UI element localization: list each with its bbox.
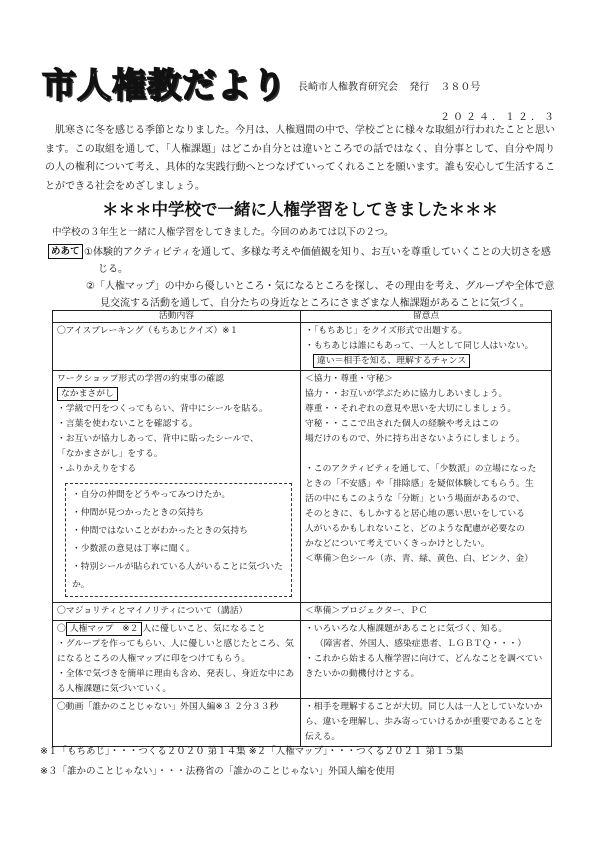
map-name-box: 人権マップ ※２: [66, 622, 143, 636]
issuer-line: [298, 78, 488, 93]
aim-item: ②「人権マップ」の中から優しいところ・気になるところを探し、その理由を考え、グループや全体で意 見交流する活動を通して、自分たちの身近なところにさまざまな人権課題があることに気づく。: [86, 281, 555, 309]
table-header-row: [53, 311, 552, 323]
table-row: [53, 323, 552, 371]
masthead: [42, 58, 287, 107]
header-notes: 留意点: [301, 311, 552, 323]
table-row: [53, 621, 552, 699]
activity-name-box: なかまさがし: [57, 387, 118, 401]
intro-paragraph: 肌寒さに冬を感じる季節となりました。今月は、人権週間の中で、学校ごとに様々な取組が行われたことと思います。この取組を通して、「人権課題」はどこか自分とは違いところでの話ではなく、自分事として、自分や周りの人の権利について考え、具体的な実践行動へとつなげていってくれることを願います。誰も安心して生活することができる社会をめざしましょう。: [45, 125, 555, 192]
activity-cell: 〇動画「誰かのことじゃない」外国人編※３ ２分３３秒: [53, 699, 301, 747]
notes-cell: ・「もちあじ」をクイズ形式で出題する。 ・もちあじは誰にもあって、一人として同じ人はいない。 違い＝相手を知る、理解するチャンス: [301, 323, 552, 371]
publisher: 長崎市人権教育研究会: [298, 82, 398, 93]
issue-number: ３８０号: [440, 82, 481, 93]
header-activity: 活動内容: [53, 311, 301, 323]
issue-label: 発行: [409, 82, 430, 93]
table-row: [53, 603, 552, 621]
footnote: ※３「誰かのことじゃない」・・・法務省の「誰かのことじゃない」外国人編を使用: [40, 766, 395, 777]
newsletter-title: 市人権教だより: [42, 66, 287, 106]
issue-date: ２０２４．１２．３: [440, 112, 557, 123]
highlight-box: 違い＝相手を知る、理解するチャンス: [313, 354, 470, 368]
reflection-box: ・自分の仲間をどうやってみつけたか。 ・仲間が見つかったときの気持ち ・仲間ではないことがわかったときの気持ち ・少数派の意見は丁寧に聞く。 ・特別シールが貼られている人がいることに気づいたか。: [65, 483, 292, 597]
activity-table: [52, 310, 552, 747]
aim-item: ①体験的アクティビティを通して、多様な考えや価値観を知り、お互いを尊重していくことの大切さを感 じる。: [84, 247, 551, 275]
table-row: [53, 371, 552, 603]
table-row: [53, 699, 552, 747]
lead-text: 中学校の３年生と一緒に人権学習をしてきました。今回のめあては以下の２つ。: [52, 227, 394, 238]
activity-cell: 〇マジョリティとマイノリティについて（講話）: [53, 603, 301, 621]
notes-cell: ・相手を理解することが大切。同じ人は一人としていないから、違いを理解し、歩み寄っていけるかが重要であることを伝える。: [301, 699, 552, 747]
notes-cell: ＜準備＞プロジェクター、ＰＣ: [301, 603, 552, 621]
activity-cell: ワークショップ形式の学習の約束事の確認 なかまさがし ・学級で円をつくってもらい、背中にシールを貼る。 ・言葉を使わないことを確認する。 ・お互いが協力しあって、背中に貼ったシールで、 「なかまさがし」をする。 ・ふりかえりをする ・自分の仲間をどうやってみつけたか。 ・仲間が見つかったときの気持ち ・仲間ではないことがわかったときの気持ち ・少数派の意見は丁寧に聞く。 ・特別シールが貼られている人がいることに気づいたか。: [53, 371, 301, 603]
activity-cell: 〇 人権マップ ※２ 人に優しいこと、気になること ・グループを作ってもらい、人に優しいと感じたところ、気になるところの人権マップに印をつけてもらう。 ・全体で気づきを簡単に理由も含め、発表し、身近な中にある人権課題に気づいていく。: [53, 621, 301, 699]
aims-label: めあて: [48, 244, 83, 259]
notes-cell: ＜協力・尊重・守秘＞ 協力・・お互いが学ぶために協力しあいましょう。 尊重・・それぞれの意見や思いを大切にしましょう。 守秘・・ここで出された個人の経験や考えはこの 場だけのもので、外に持ち出さないようにしましょう。 ・このアクティビティを通して、「少数派」の立場になった ときの「不安感」や「排除感」を疑似体験してもらう。生 活の中にもこのような「分断」という場面があるので、 そのときに、もしかすると居心地の悪い思いをしている 人がいるかもしれないこと、どのような配慮が必要なの かなどについて考えていくきっかけとしたい。 ＜準備＞色シール（赤、青、緑、黄色、白、ピンク、金）: [301, 371, 552, 603]
footnotes: [40, 742, 464, 782]
article-headline: ＊＊＊中学校で一緒に人権学習をしてきました＊＊＊: [102, 200, 498, 219]
notes-cell: ・いろいろな人権課題があることに気づく、知る。 （障害者、外国人、感染症患者、ＬＧＢＴＱ・・・） ・これから始まる人権学習に向けて、どんなことを調べていきたいかの動機付けとする。: [301, 621, 552, 699]
footnote: ※１「もちあじ」・・・つくる２０２０ 第１４集 ※２「人権マップ」・・・つくる２０２１ 第１５集: [40, 746, 464, 757]
activity-cell: 〇アイスブレーキング（もちあじクイズ）※１: [53, 323, 301, 371]
